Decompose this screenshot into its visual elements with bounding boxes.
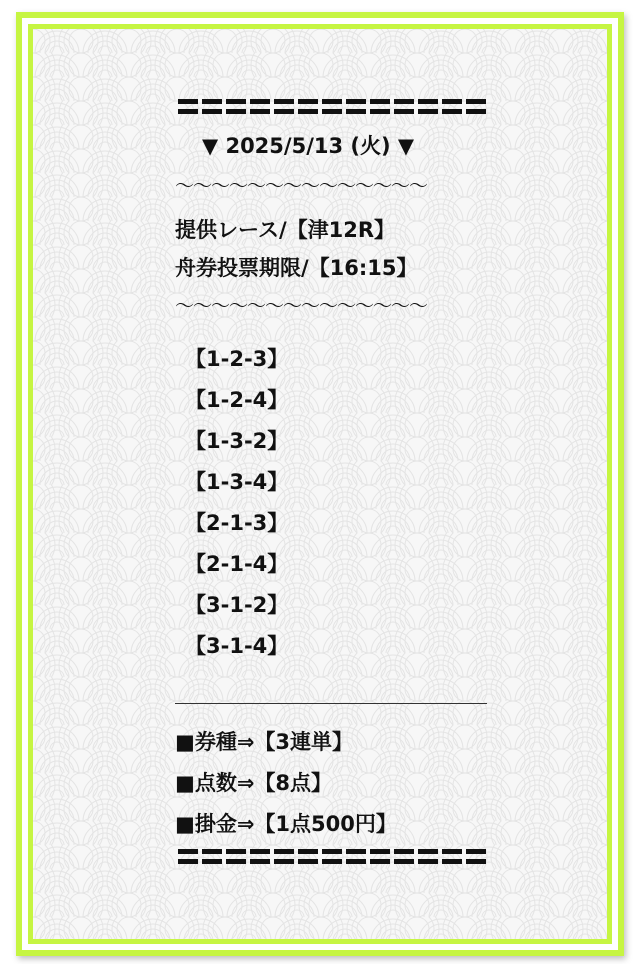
ticket-content: [175, 99, 495, 865]
race-name: 提供レース/【津12R】: [175, 218, 396, 242]
wave-separator-bottom: 〜〜〜〜〜〜〜〜〜〜〜〜〜〜: [175, 295, 428, 317]
bottom-double-rule: [178, 849, 488, 865]
bet-stake: ■掛金⇒【1点500円】: [175, 812, 397, 836]
combination-list: [185, 339, 495, 667]
inner-frame: [28, 24, 612, 944]
divider: [175, 703, 487, 704]
combination-item: 【2-1-4】: [185, 552, 289, 576]
combination-item: 【1-3-4】: [185, 470, 289, 494]
combination-item: 【2-1-3】: [185, 511, 289, 535]
combination-item: 【1-2-4】: [185, 388, 289, 412]
combination-item: 【1-2-3】: [185, 347, 289, 371]
wave-separator-top: 〜〜〜〜〜〜〜〜〜〜〜〜〜〜: [175, 175, 428, 197]
combination-item: 【1-3-2】: [185, 429, 289, 453]
bet-points: ■点数⇒【8点】: [175, 771, 333, 795]
race-date: ▼ 2025/5/13 (火) ▼: [202, 134, 415, 158]
bet-type: ■券種⇒【3連単】: [175, 730, 354, 754]
bet-summary: [175, 722, 495, 845]
vote-deadline: 舟券投票期限/【16:15】: [175, 256, 418, 280]
top-double-rule: [178, 99, 488, 115]
combination-item: 【3-1-2】: [185, 593, 289, 617]
combination-item: 【3-1-4】: [185, 634, 289, 658]
outer-frame: [16, 12, 624, 956]
